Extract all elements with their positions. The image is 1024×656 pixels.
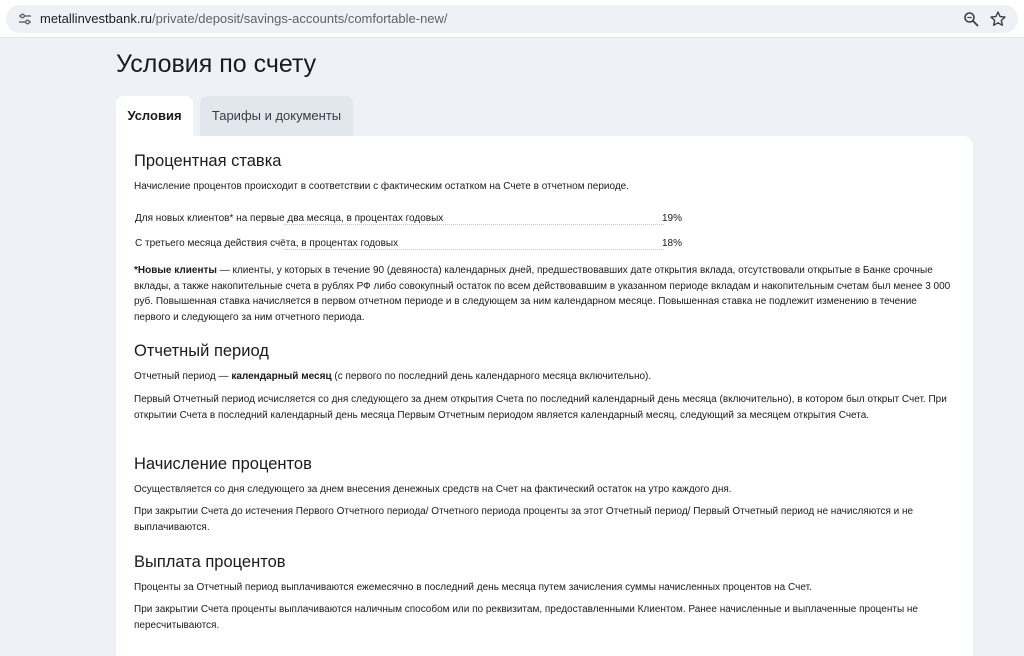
heading-reporting-period: Отчетный период bbox=[134, 342, 269, 360]
rate-dots bbox=[284, 249, 664, 250]
browser-address-bar bbox=[0, 0, 1024, 38]
definition-suffix: (с первого по последний день календарного месяца включительно). bbox=[331, 371, 652, 382]
url-domain: metallinvestbank.ru bbox=[40, 11, 152, 26]
bookmark-star-icon[interactable] bbox=[989, 10, 1007, 28]
tab-conditions[interactable]: Условия bbox=[116, 96, 193, 136]
heading-payout: Выплата процентов bbox=[134, 553, 286, 571]
accrual-paragraph-1: Осуществляется со дня следующего за днем внесения денежных средств на Счет на фактический остаток на утро каждого дня. bbox=[134, 484, 732, 495]
rate-label: Для новых клиентов* на первые два месяца, в процентах годовых bbox=[135, 213, 444, 224]
accrual-paragraph-2: При закрытии Счета до истечения Первого Отчетного периода/ Отчетного периода проценты за этот Отчетный период/ Первый Отчетный период не начисляются и не выплачиваются. bbox=[134, 506, 914, 533]
footnote-term: *Новые клиенты bbox=[134, 265, 217, 276]
rate-row-third-month bbox=[134, 238, 694, 254]
new-clients-footnote bbox=[134, 263, 954, 325]
rate-row-new-clients bbox=[134, 213, 694, 229]
conditions-panel bbox=[116, 136, 973, 656]
rate-label: С третьего месяца действия счёта, в процентах годовых bbox=[135, 238, 399, 249]
reporting-period-definition bbox=[134, 369, 954, 385]
first-reporting-period: Первый Отчетный период исчисляется со дня следующего за днем открытия Счета по последний календарный день месяца (включительно), в котором был открыт Счет. При открытии Счета в последний календарный день месяца Первым Отчетным периодом является календарный месяц, следующий за месяцем открытия Счета. bbox=[134, 394, 947, 421]
url-field[interactable] bbox=[6, 5, 1018, 33]
rate-dots bbox=[284, 224, 664, 225]
url-text[interactable] bbox=[40, 11, 448, 27]
url-path: /private/deposit/savings-accounts/comfortable-new/ bbox=[152, 11, 448, 26]
page-title: Условия по счету bbox=[116, 50, 317, 78]
heading-accrual: Начисление процентов bbox=[134, 455, 312, 473]
heading-interest-rate: Процентная ставка bbox=[134, 152, 282, 170]
definition-prefix: Отчетный период — bbox=[134, 371, 232, 382]
rate-value: 19% bbox=[662, 213, 683, 224]
rate-value: 18% bbox=[662, 238, 683, 249]
zoom-icon[interactable] bbox=[963, 11, 979, 27]
site-settings-icon[interactable] bbox=[18, 12, 32, 26]
tab-tariffs-documents[interactable]: Тарифы и документы bbox=[200, 96, 353, 136]
payout-paragraph-2: При закрытии Счета проценты выплачиваются наличным способом или по реквизитам, предоставленными Клиентом. Ранее начисленные и выплаченные проценты не пересчитываются. bbox=[134, 604, 918, 631]
payout-paragraph-1: Проценты за Отчетный период выплачиваются ежемесячно в последний день месяца путем зачисления суммы начисленных процентов на Счет. bbox=[134, 582, 812, 593]
definition-term: календарный месяц bbox=[231, 371, 332, 382]
interest-intro: Начисление процентов происходит в соответствии с фактическим остатком на Счете в отчетном периоде. bbox=[134, 181, 630, 192]
footnote-text: — клиенты, у которых в течение 90 (девяноста) календарных дней, предшествовавших дате открытия вклада, отсутствовали открытые в Банке срочные вклады, а также накопительные счета в рублях РФ либо совокупный остаток по всем действовавшим в указанном периоде вкладам и накопительным счетам был менее 3 000 руб. Повышенная ставка начисляется в первом отчетном периоде и в следующем за ним календарном месяце. Повышенная ставка не подлежит изменению в течение первого и следующего за ним отчетного периода. bbox=[134, 265, 951, 323]
